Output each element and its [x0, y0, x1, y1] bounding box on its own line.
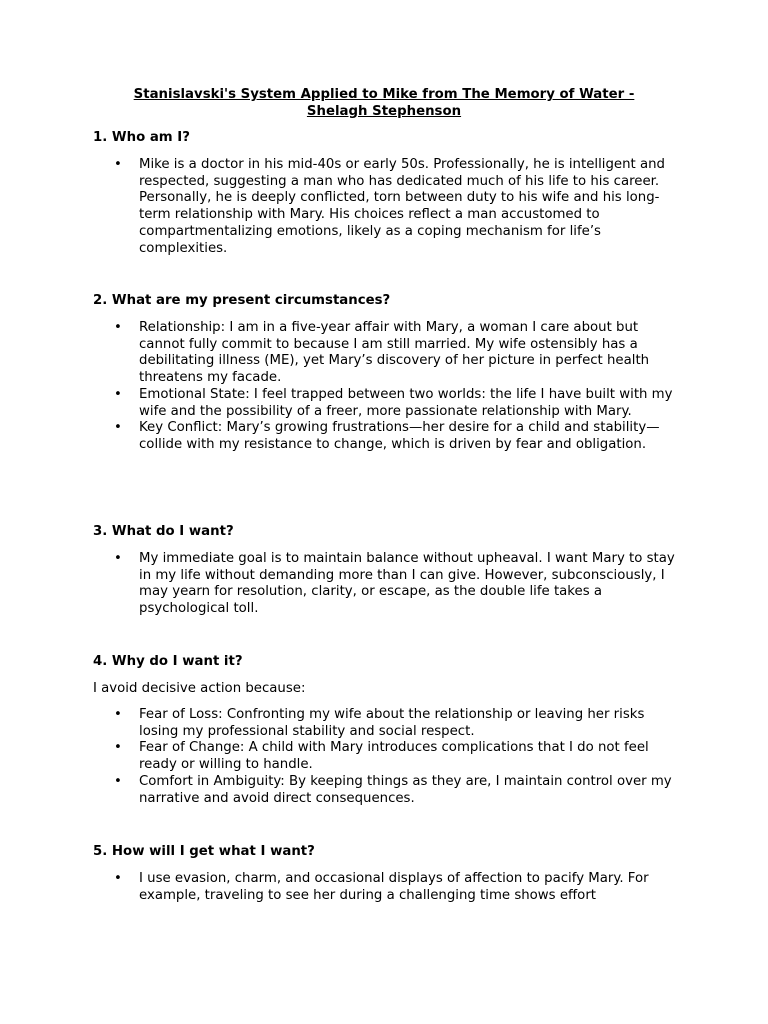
bullet-icon: • — [114, 320, 122, 335]
list-item — [93, 871, 683, 904]
list-item-text: Fear of Loss: Confronting my wife about the relationship or leaving her risks losing my professional stability and social respect. — [139, 707, 645, 739]
section-heading-what-do-i-want: 3. What do I want? — [93, 524, 234, 539]
section-2-list — [93, 320, 683, 454]
bullet-icon: • — [114, 386, 122, 402]
section-4-intro: I avoid decisive action because: — [93, 681, 306, 696]
bullet-icon: • — [114, 157, 122, 172]
section-4-list — [93, 707, 683, 807]
list-item — [93, 320, 683, 387]
bullet-icon: • — [114, 420, 122, 436]
bullet-icon: • — [114, 707, 122, 722]
section-heading-who-am-i: 1. Who am I? — [93, 130, 190, 145]
list-item-text: My immediate goal is to maintain balance without upheaval. I want Mary to stay in my life without demanding more than I can give. However, subconsciously, I may yearn for resolution, clarity, or escape, as the double life takes a psychological toll. — [139, 551, 675, 617]
bullet-icon: • — [114, 740, 122, 756]
list-item-text: Relationship: I am in a five-year affair with Mary, a woman I care about but cannot fully commit to because I am still married. My wife ostensibly has a debilitating illness (ME), yet Mary’s discovery of her picture in perfect health threatens my facade. — [139, 320, 650, 386]
section-heading-why-do-i-want-it: 4. Why do I want it? — [93, 654, 243, 669]
bullet-icon: • — [114, 871, 122, 886]
section-3-list — [93, 551, 683, 618]
list-item-text: Comfort in Ambiguity: By keeping things as they are, I maintain control over my narrative and avoid direct consequences. — [139, 773, 672, 806]
list-item — [93, 707, 683, 740]
section-5-list — [93, 871, 683, 904]
list-item — [93, 551, 683, 618]
list-item-text: Key Conflict: Mary’s growing frustrations—her desire for a child and stability—collide with my resistance to change, which is driven by fear and obligation. — [139, 420, 660, 452]
list-item — [93, 774, 683, 807]
bullet-icon: • — [114, 773, 122, 789]
list-item — [93, 387, 683, 420]
list-item-text: I use evasion, charm, and occasional displays of affection to pacify Mary. For example, traveling to see her during a challenging time shows effort — [139, 871, 649, 903]
list-item-text: Emotional State: I feel trapped between two worlds: the life I have built with my wife and the possibility of a freer, more passionate relationship with Mary. — [139, 386, 673, 419]
list-item — [93, 157, 683, 257]
list-item — [93, 740, 683, 773]
list-item — [93, 420, 683, 453]
section-heading-how-will-i-get-it: 5. How will I get what I want? — [93, 844, 315, 859]
bullet-icon: • — [114, 551, 122, 566]
document-title: Stanislavski's System Applied to Mike from The Memory of Water - Shelagh Stephenson — [133, 87, 635, 119]
list-item-text: Mike is a doctor in his mid-40s or early 50s. Professionally, he is intelligent and respected, suggesting a man who has dedicated much of his life to his career. Personally, he is deeply conflicted, torn between duty to his wife and his long-term relationship with Mary. His choices reflect a man accustomed to compartmentalizing emotions, likely as a coping mechanism for life’s complexities. — [139, 157, 665, 256]
section-heading-present-circumstances: 2. What are my present circumstances? — [93, 293, 391, 308]
section-1-list — [93, 157, 683, 257]
list-item-text: Fear of Change: A child with Mary introduces complications that I do not feel ready or willing to handle. — [139, 740, 649, 773]
